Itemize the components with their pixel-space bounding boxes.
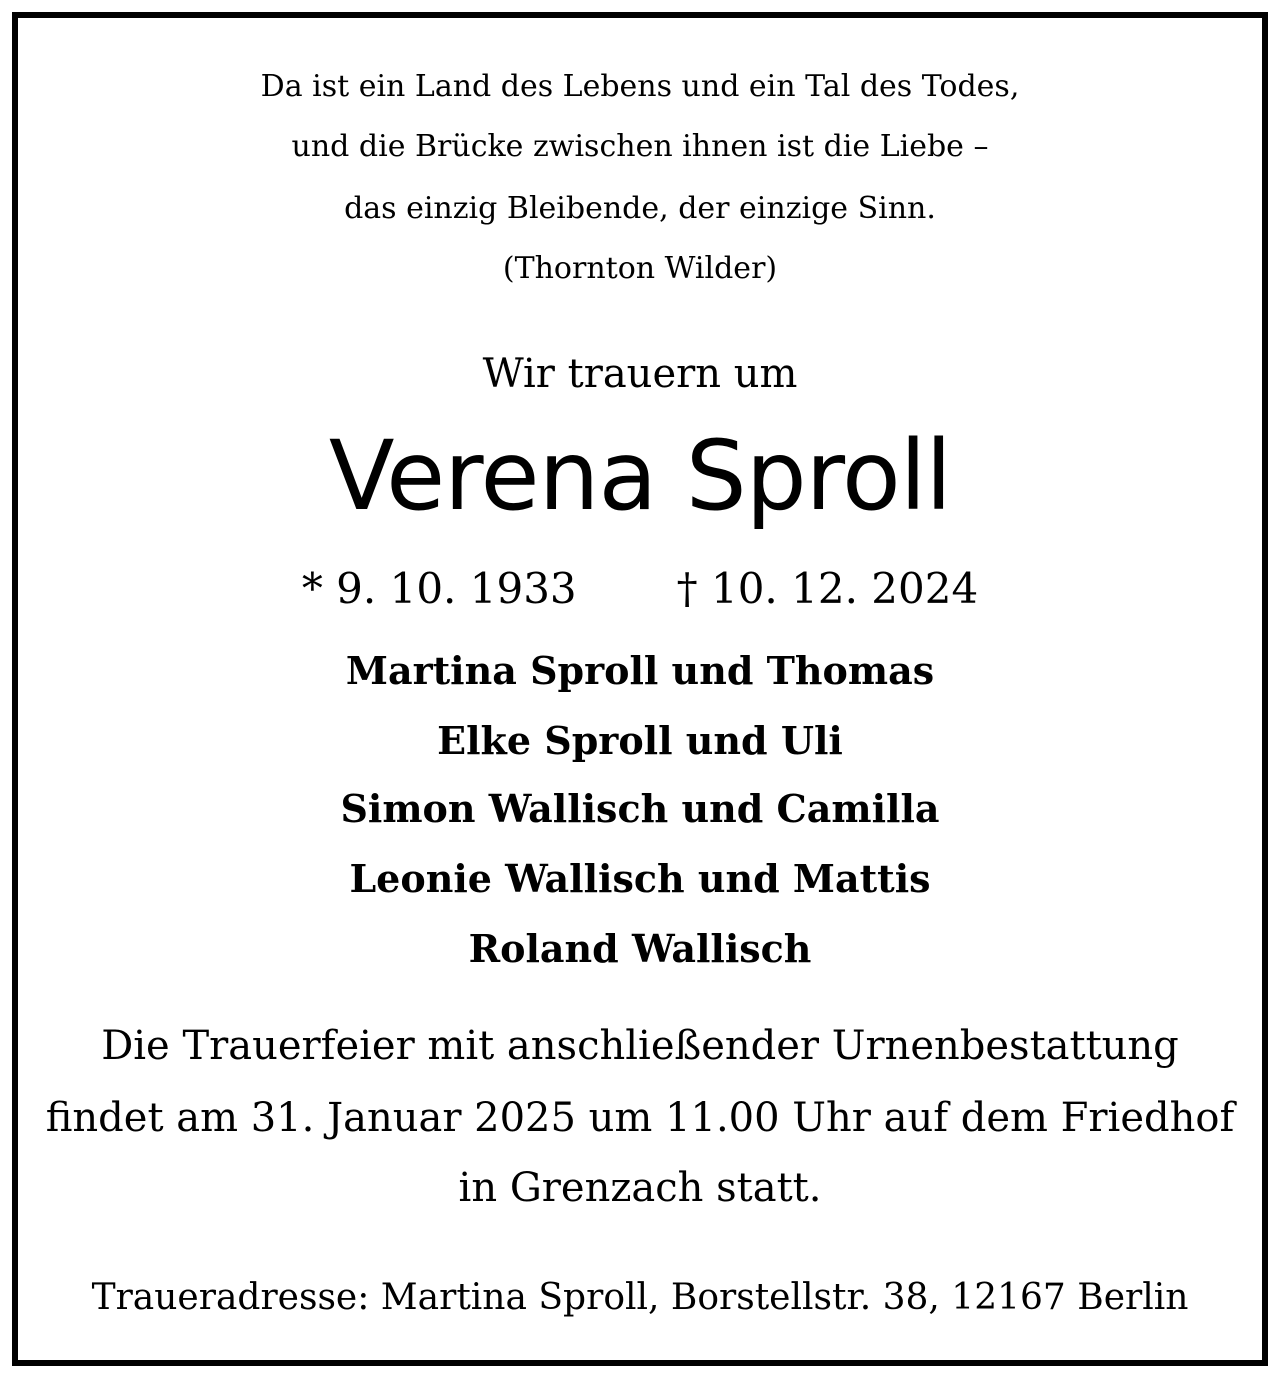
- mourner-5: Roland Wallisch: [468, 926, 812, 971]
- birth-date: * 9. 10. 1933: [301, 564, 577, 613]
- quote-line-3: das einzig Bleibende, der einzige Sinn.: [344, 191, 936, 226]
- obituary-notice: [12, 12, 1268, 1366]
- mourner-2: Elke Sproll und Uli: [437, 718, 843, 763]
- deceased-name: Verena Sproll: [328, 420, 952, 532]
- service-line-1: Die Trauerfeier mit anschließender Urnenbestattung: [101, 1023, 1179, 1069]
- quote-attribution: (Thornton Wilder): [502, 251, 778, 286]
- life-dates: [18, 564, 1262, 613]
- quote-line-2: und die Brücke zwischen ihnen ist die Liebe –: [291, 129, 989, 164]
- intro-text: Wir trauern um: [482, 351, 798, 397]
- service-line-2: findet am 31. Januar 2025 um 11.00 Uhr auf dem Friedhof: [45, 1095, 1235, 1141]
- quote-line-1: Da ist ein Land des Lebens und ein Tal des Todes,: [260, 69, 1020, 104]
- mourning-address: Traueradresse: Martina Sproll, Borstellstr. 38, 12167 Berlin: [91, 1277, 1189, 1318]
- mourner-3: Simon Wallisch und Camilla: [340, 786, 940, 831]
- mourner-4: Leonie Wallisch und Mattis: [349, 856, 931, 901]
- service-line-3: in Grenzach statt.: [458, 1165, 822, 1211]
- mourner-1: Martina Sproll und Thomas: [345, 648, 935, 693]
- death-date: † 10. 12. 2024: [676, 564, 979, 613]
